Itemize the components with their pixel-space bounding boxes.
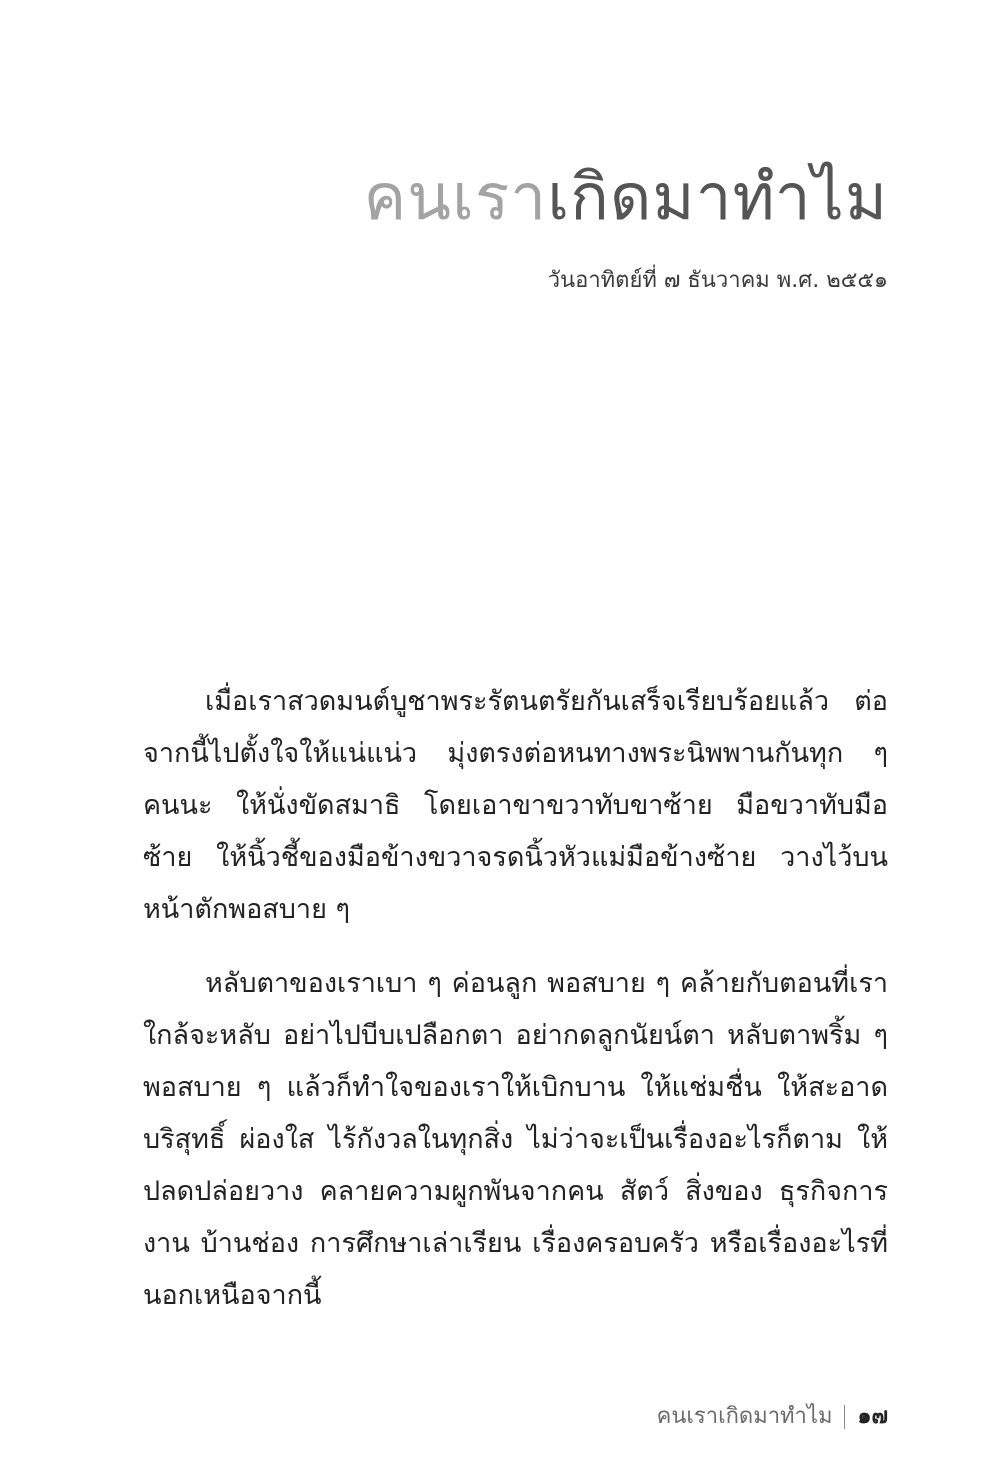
footer-separator [844, 1405, 845, 1429]
paragraph-2: หลับตาของเราเบา ๆ ค่อนลูก พอสบาย ๆ คล้ายกับตอนที่เราใกล้จะหลับ อย่าไปบีบเปลือกตา อย่ากดลูกนัยน์ตา หลับตาพริ้ม ๆ พอสบาย ๆ แล้วก็ทำใจของเราให้เบิกบาน ให้แช่มชื่น ให้สะอาด บริสุทธิ์ ผ่องใส ไร้กังวลในทุกสิ่ง ไม่ว่าจะเป็นเรื่องอะไรก็ตาม ให้ปลดปล่อยวาง คลายความผูกพันจากคน สัตว์ สิ่งของ ธุรกิจการงาน บ้านช่อง การศึกษาเล่าเรียน เรื่องครอบครัว หรือเรื่องอะไรที่นอกเหนือจากนี้ [143, 968, 888, 1311]
chapter-title [363, 160, 888, 237]
chapter-title-part1: คนเรา [363, 161, 548, 235]
page-number: ๑๗ [857, 1404, 888, 1429]
running-title: คนเราเกิดมาทำไม [656, 1404, 833, 1429]
chapter-title-part2: เกิดมาทำไม [547, 161, 888, 235]
chapter-date: วันอาทิตย์ที่ ๗ ธันวาคม พ.ศ. ๒๕๕๑ [547, 268, 888, 293]
body-text [143, 676, 888, 1344]
page-footer [657, 1398, 888, 1433]
paragraph-1: เมื่อเราสวดมนต์บูชาพระรัตนตรัยกันเสร็จเรียบร้อยแล้ว ต่อจากนี้ไปตั้งใจให้แน่แน่ว มุ่งตรงต่อหนทางพระนิพพานกันทุก ๆ คนนะ ให้นั่งขัดสมาธิ โดยเอาขาขวาทับขาซ้าย มือขวาทับมือซ้าย ให้นิ้วชี้ของมือข้างขวาจรดนิ้วหัวแม่มือข้างซ้าย วางไว้บนหน้าตักพอสบาย ๆ [143, 686, 888, 925]
